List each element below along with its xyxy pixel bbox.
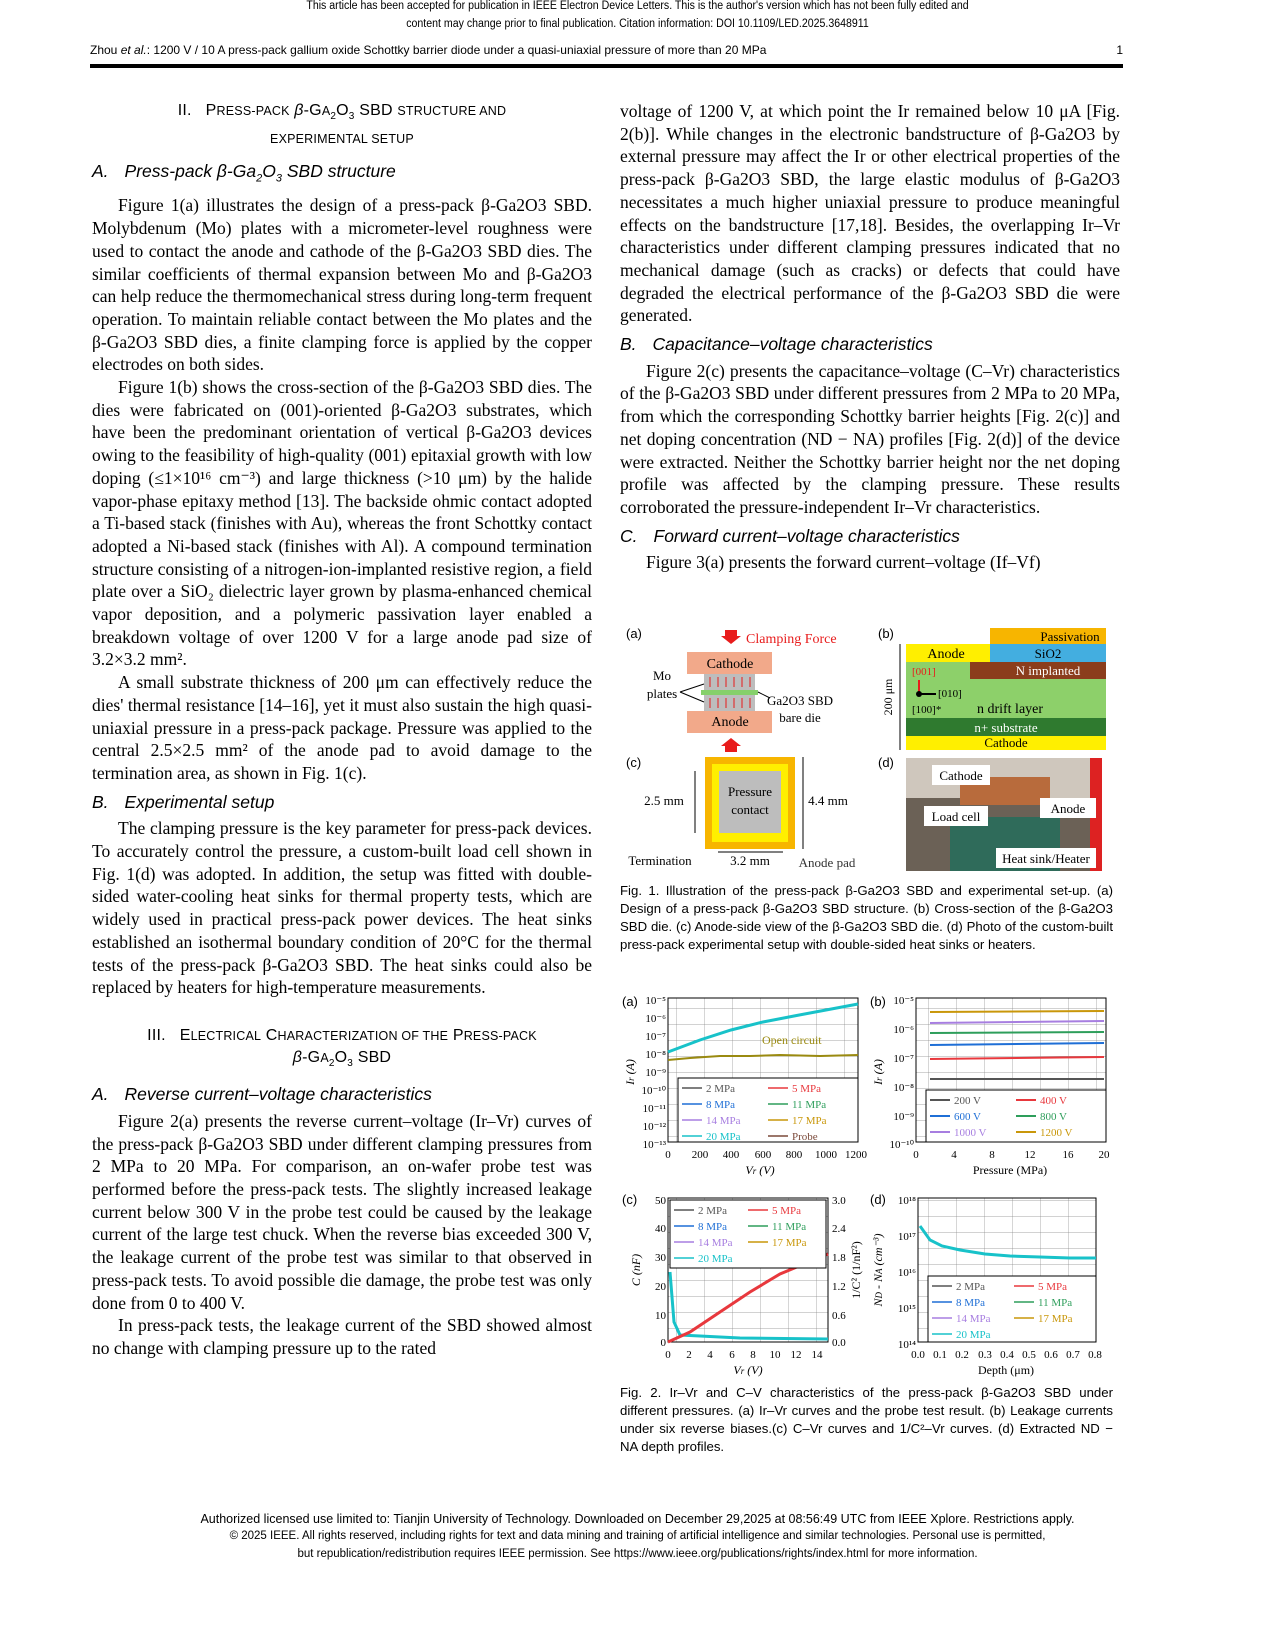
clamp-arrow-down-icon <box>721 630 741 644</box>
running-head-title: 1200 V / 10 A press-pack gallium oxide Schottky barrier diode under a quasi-uniaxial pressure of more than 20 MPa <box>153 43 767 57</box>
svg-text:Pressure (MPa): Pressure (MPa) <box>972 1163 1048 1177</box>
svg-text:10⁻⁶: 10⁻⁶ <box>645 1013 666 1025</box>
svg-text:2.5 mm: 2.5 mm <box>644 793 684 808</box>
clamp-arrow-up-icon <box>721 738 741 752</box>
figure-1 <box>620 622 1120 877</box>
fig1c-label: (c) <box>626 755 642 770</box>
svg-text:0: 0 <box>665 1149 671 1161</box>
svg-text:0.2: 0.2 <box>955 1349 969 1361</box>
svg-text:8: 8 <box>750 1349 756 1361</box>
svg-text:1200 V: 1200 V <box>1040 1127 1073 1139</box>
svg-text:[001]: [001] <box>912 666 936 678</box>
svg-text:Vr (V): Vr (V) <box>745 1163 775 1177</box>
svg-text:Pressure: Pressure <box>727 784 773 799</box>
svg-text:3.0: 3.0 <box>832 1195 846 1207</box>
svg-text:4: 4 <box>951 1149 957 1161</box>
paragraph: A small substrate thickness of 200 μm can effectively reduce the dies' thermal resistance [14–16], yet it must also sustain the high quasi-uniaxial pressure in a press-pack package. Pressure was applied to the central 2.5×2.5 mm² of the anode pad to avoid damage to the termination area, as shown in Fig. 1(c). <box>92 672 592 783</box>
paragraph: The clamping pressure is the key parameter for press-pack devices. To accurately control the pressure, a custom-built load cell shown in Fig. 1(d) was adopted. In addition, the setup was fitted with double-sided water-cooling heat sinks for thermal property tests, which are widely used in practical press-pack power devices. The heat sinks established an isothermal boundary condition of 20°C for the thermal tests of the press-pack β-Ga2O3 SBD. The heat sinks could also be replaced by heaters for high-temperature measurements. <box>92 818 592 998</box>
svg-text:17 MPa: 17 MPa <box>792 1115 827 1127</box>
fig1b-label: (b) <box>878 626 894 641</box>
svg-text:16: 16 <box>1062 1149 1074 1161</box>
svg-text:14: 14 <box>811 1349 823 1361</box>
svg-text:14 MPa: 14 MPa <box>956 1313 991 1325</box>
svg-text:10⁻⁶: 10⁻⁶ <box>893 1024 914 1036</box>
svg-text:N implanted: N implanted <box>1015 663 1081 678</box>
left-column <box>92 100 592 1360</box>
svg-text:10⁻⁷: 10⁻⁷ <box>893 1053 914 1065</box>
chart-2d <box>870 1192 1102 1377</box>
svg-text:0.6: 0.6 <box>1044 1349 1058 1361</box>
svg-text:n+ substrate: n+ substrate <box>974 720 1038 735</box>
figure-2-graphic <box>620 992 1120 1382</box>
svg-text:Passivation: Passivation <box>1040 629 1100 644</box>
svg-text:Cathode: Cathode <box>984 735 1028 750</box>
svg-text:30: 30 <box>655 1252 666 1264</box>
svg-text:C (nF): C (nF) <box>629 1253 643 1287</box>
svg-text:2 MPa: 2 MPa <box>706 1083 736 1095</box>
svg-text:10¹⁷: 10¹⁷ <box>897 1231 916 1243</box>
svg-text:400: 400 <box>722 1149 740 1161</box>
svg-text:0.1: 0.1 <box>933 1349 947 1361</box>
paragraph: In press-pack tests, the leakage current of the SBD showed almost no change with clamping pressure up to the rated <box>92 1315 592 1358</box>
running-head-author: Zhou et al.: <box>90 43 151 57</box>
svg-text:800: 800 <box>785 1149 803 1161</box>
subsection-heading-b: B. Experimental setup <box>92 791 275 812</box>
svg-text:10⁻⁸: 10⁻⁸ <box>893 1082 914 1094</box>
paragraph: Figure 1(a) illustrates the design of a press-pack β-Ga2O3 SBD. Molybdenum (Mo) plates with a micrometer-level roughness were used to contact the anode and cathode of the β-Ga2O3 SBD dies. The similar coefficients of thermal expansion between Mo and β-Ga2O3 can help reduce the thermomechanical stress during long-term frequent operation. To maintain reliable contact between the Mo plates and the β-Ga2O3 SBD dies, a finite clamping force is applied by the copper electrodes on both sides. <box>92 195 592 375</box>
svg-text:20 MPa: 20 MPa <box>698 1253 733 1265</box>
svg-text:10⁻¹⁰: 10⁻¹⁰ <box>889 1139 914 1151</box>
svg-text:8 MPa: 8 MPa <box>956 1297 986 1309</box>
svg-text:10: 10 <box>655 1310 666 1322</box>
svg-text:200 V: 200 V <box>954 1095 981 1107</box>
svg-text:Heat sink/Heater: Heat sink/Heater <box>1002 851 1090 866</box>
svg-text:2 MPa: 2 MPa <box>956 1281 986 1293</box>
svg-text:17 MPa: 17 MPa <box>772 1237 807 1249</box>
svg-text:20 MPa: 20 MPa <box>706 1131 741 1143</box>
chart-2b <box>870 994 1110 1177</box>
svg-text:11 MPa: 11 MPa <box>1038 1297 1073 1309</box>
svg-text:10⁻⁹: 10⁻⁹ <box>645 1067 666 1079</box>
svg-text:5 MPa: 5 MPa <box>772 1205 802 1217</box>
svg-text:Ga2O3 SBD: Ga2O3 SBD <box>766 693 834 708</box>
paragraph: Figure 1(b) shows the cross-section of the β-Ga2O3 SBD dies. The dies were fabricated on (001)-oriented β-Ga2O3 substrates, which have been the predominant orientation of vertical β-Ga2O3 devices owing to the feasibility of high-quality (001) epitaxial growth with low doping (≤1×10¹⁶ cm⁻³) and large thickness (>10 μm) by the halide vapor-phase epitaxy method [13]. The backside ohmic contact adopted a Ti-based stack (finishes with Au), whereas the front Schottky contact adopted a Ni-based stack (finishes with Al). A compound termination structure consisting of a nitrogen-ion-implanted resistive region, a field plate over a SiO₂ dielectric layer grown by plasma-enhanced chemical vapor deposition, and a polymeric passivation layer enabled a breakdown voltage of over 1200 V for a large anode pad size of 3.2×3.2 mm². <box>92 377 592 670</box>
svg-text:0: 0 <box>660 1337 666 1349</box>
svg-text:6: 6 <box>729 1349 735 1361</box>
figure-1-caption: Fig. 1. Illustration of the press-pack β-Ga2O3 SBD and experimental set-up. (a) Design of a press-pack β-Ga2O3 SBD structure. (b) Cross-section of the β-Ga2O3 SBD die. (c) Anode-side view of the β-Ga2O3 SBD die. (d) Photo of the custom-built press-pack experimental setup with double-sided heat sinks or heaters. <box>620 883 1113 952</box>
svg-text:20: 20 <box>655 1281 666 1293</box>
svg-text:Anode: Anode <box>927 647 965 662</box>
svg-text:0.6: 0.6 <box>832 1310 846 1322</box>
svg-text:20 MPa: 20 MPa <box>956 1329 991 1341</box>
svg-text:Clamping Force: Clamping Force <box>746 632 837 647</box>
svg-text:10⁻¹²: 10⁻¹² <box>642 1121 666 1133</box>
die-layer <box>701 690 758 695</box>
subsection-heading-reverse: A. Reverse current–voltage characteristics <box>92 1084 432 1105</box>
svg-text:SiO2: SiO2 <box>1034 646 1062 661</box>
acceptance-banner-line1: This article has been accepted for publication in IEEE Electron Device Letters. This is the author's version which has not been fully edited and <box>306 0 969 12</box>
svg-text:Vr (V): Vr (V) <box>733 1363 763 1377</box>
svg-text:0.7: 0.7 <box>1066 1349 1080 1361</box>
svg-text:Probe: Probe <box>792 1131 818 1143</box>
svg-text:2: 2 <box>686 1349 692 1361</box>
svg-text:11 MPa: 11 MPa <box>772 1221 807 1233</box>
paragraph: voltage of 1200 V, at which point the Ir remained below 10 μA [Fig. 2(b)]. While changes in the electronic bandstructure of β-Ga2O3 by external pressure may affect the Ir or other electrical properties of the press-pack β-Ga2O3 SBD, the large elastic modulus of β-Ga2O3 necessitates a much higher uniaxial pressure to produce meaningful effects on the bandstructure [17,18]. Besides, the overlapping Ir–Vr characteristics under different clamping pressures indicated that no mechanical damage (such as cracks) or defects that could have degraded the electrical performance of the β-Ga2O3 SBD die were generated. <box>620 101 1120 326</box>
svg-text:Cathode: Cathode <box>706 657 754 672</box>
svg-text:2 MPa: 2 MPa <box>698 1205 728 1217</box>
svg-text:Cathode: Cathode <box>939 768 983 783</box>
svg-text:Depth (μm): Depth (μm) <box>977 1363 1035 1377</box>
svg-text:0.3: 0.3 <box>978 1349 992 1361</box>
svg-text:600: 600 <box>754 1149 772 1161</box>
svg-text:1000 V: 1000 V <box>954 1127 987 1139</box>
svg-text:0: 0 <box>913 1149 919 1161</box>
svg-text:200 μm: 200 μm <box>881 678 895 716</box>
svg-text:10⁻⁹: 10⁻⁹ <box>893 1111 914 1123</box>
paragraph: Figure 2(c) presents the capacitance–voltage (C–Vr) characteristics of the β-Ga2O3 SBD under different pressures from 2 MPa to 20 MPa, from which the corresponding Schottky barrier heights [Fig. 2(c)] and net doping concentration (ND − NA) profiles [Fig. 2(d)] of the device were extracted. Neither the Schottky barrier height nor the net doping profile was affected by the clamping pressure. These results corroborated the pressure-independent Ir–Vr characteristics. <box>620 360 1120 517</box>
svg-text:contact: contact <box>731 802 769 817</box>
svg-text:40: 40 <box>655 1223 666 1235</box>
svg-text:1.8: 1.8 <box>832 1252 846 1264</box>
svg-text:20: 20 <box>1098 1149 1110 1161</box>
svg-text:Ir (A): Ir (A) <box>623 1059 637 1085</box>
svg-text:10⁻¹¹: 10⁻¹¹ <box>642 1103 666 1115</box>
svg-text:plates: plates <box>646 686 678 701</box>
svg-text:1000: 1000 <box>815 1149 837 1161</box>
svg-text:200: 200 <box>691 1149 709 1161</box>
running-head <box>90 43 1123 57</box>
svg-text:0.0: 0.0 <box>911 1349 925 1361</box>
page-number: 1 <box>1116 43 1123 57</box>
chart-2c <box>622 1192 863 1377</box>
fig1a-label: (a) <box>626 626 642 641</box>
svg-text:8 MPa: 8 MPa <box>706 1099 736 1111</box>
svg-text:14 MPa: 14 MPa <box>698 1237 733 1249</box>
svg-text:2.4: 2.4 <box>832 1223 846 1235</box>
svg-text:10⁻⁵: 10⁻⁵ <box>893 995 914 1007</box>
svg-text:0.8: 0.8 <box>1088 1349 1102 1361</box>
svg-text:8: 8 <box>989 1149 995 1161</box>
license-footer-line2: © 2025 IEEE. All rights reserved, including rights for text and data mining and training of artificial intelligence and similar technologies. Personal use is permitted, <box>229 1530 1046 1542</box>
svg-text:4.4 mm: 4.4 mm <box>808 793 848 808</box>
svg-text:Anode pad: Anode pad <box>798 855 856 870</box>
svg-text:n drift layer: n drift layer <box>976 702 1044 717</box>
chart-2a <box>622 994 868 1177</box>
svg-text:5 MPa: 5 MPa <box>792 1083 822 1095</box>
svg-text:10: 10 <box>769 1349 781 1361</box>
svg-text:5 MPa: 5 MPa <box>1038 1281 1068 1293</box>
svg-text:Open circuit: Open circuit <box>762 1033 822 1047</box>
svg-text:10⁻¹⁰: 10⁻¹⁰ <box>641 1085 666 1097</box>
svg-text:10⁻⁸: 10⁻⁸ <box>645 1049 666 1061</box>
svg-text:10¹⁶: 10¹⁶ <box>897 1267 916 1279</box>
svg-text:0.5: 0.5 <box>1022 1349 1036 1361</box>
svg-text:bare die: bare die <box>779 710 821 725</box>
svg-text:3.2 mm: 3.2 mm <box>730 853 770 868</box>
svg-text:(c): (c) <box>622 1192 638 1207</box>
mo-plate-top <box>704 674 755 690</box>
paragraph: Figure 3(a) presents the forward current–voltage (If–Vf) <box>646 552 1041 573</box>
paragraph: Figure 2(a) presents the reverse current–voltage (Ir–Vr) curves of the press-pack β-Ga2O3 SBD under different clamping pressures from 2 MPa to 20 MPa. For comparison, an on-wafer probe test was performed before the press-pack tests. The slightly increased leakage current below 300 V in the probe test could be caused by the leakage current of the large test chuck. When the reverse bias exceeded 300 V, the leakage current of the probe test was similar to that observed in press-pack tests. To avoid possible die damage, the probe test was only done from 0 to 400 V. <box>92 1110 592 1313</box>
svg-text:1200: 1200 <box>845 1149 867 1161</box>
section-heading-ii: II. PRESS-PACK $\beta-GA_2O_3$ SBD STRUCTURE AND EXPERIMENTAL SETUP <box>177 102 507 147</box>
svg-text:0.4: 0.4 <box>1000 1349 1014 1361</box>
header-rule <box>90 64 1123 68</box>
svg-text:12: 12 <box>1024 1149 1036 1161</box>
svg-text:10¹⁴: 10¹⁴ <box>897 1339 916 1351</box>
svg-text:Anode: Anode <box>711 715 749 730</box>
svg-text:[100]*: [100]* <box>912 704 942 716</box>
svg-text:(d): (d) <box>870 1192 886 1207</box>
svg-text:(b): (b) <box>870 994 886 1009</box>
license-footer-line3: but republication/redistribution requires IEEE permission. See https://www.ieee.org/publications/rights/index.html for more information. <box>297 1548 978 1560</box>
svg-text:Load cell: Load cell <box>931 809 981 824</box>
svg-text:0.0: 0.0 <box>832 1337 846 1349</box>
svg-text:1.2: 1.2 <box>832 1281 846 1293</box>
svg-text:10¹⁸: 10¹⁸ <box>897 1195 916 1207</box>
svg-text:17 MPa: 17 MPa <box>1038 1313 1073 1325</box>
svg-text:Mo: Mo <box>652 668 672 683</box>
svg-text:4: 4 <box>707 1349 713 1361</box>
svg-text:11 MPa: 11 MPa <box>792 1099 827 1111</box>
svg-text:10⁻⁷: 10⁻⁷ <box>645 1031 666 1043</box>
svg-text:14 MPa: 14 MPa <box>706 1115 741 1127</box>
svg-text:Anode: Anode <box>1050 801 1086 816</box>
fig1d-label: (d) <box>878 755 894 770</box>
svg-text:600 V: 600 V <box>954 1111 981 1123</box>
acceptance-banner-line2: content may change prior to final publication. Citation information: DOI 10.1109/LED.2025.3648911 <box>406 18 869 30</box>
right-column <box>620 100 1120 574</box>
svg-text:ND - NA (cm⁻³): ND - NA (cm⁻³) <box>871 1233 885 1307</box>
svg-text:10⁻⁵: 10⁻⁵ <box>645 995 666 1007</box>
svg-text:400 V: 400 V <box>1040 1095 1067 1107</box>
svg-text:(a): (a) <box>622 994 638 1009</box>
subsection-heading-a: A. Press-pack $\beta-Ga_2O_3$ SBD structure <box>92 161 396 185</box>
svg-text:8 MPa: 8 MPa <box>698 1221 728 1233</box>
figure-1-graphic <box>620 622 1120 877</box>
svg-text:0: 0 <box>665 1349 671 1361</box>
svg-text:1/C² (1/nF²): 1/C² (1/nF²) <box>849 1241 863 1299</box>
section-heading-iii: III. ELECTRICAL CHARACTERIZATION OF THE PRESS-PACK $\beta-GA_2O_3$ SBD <box>147 1027 537 1070</box>
svg-text:Termination: Termination <box>628 853 692 868</box>
svg-text:Ir (A): Ir (A) <box>871 1059 885 1085</box>
subsection-heading-cv: B. Capacitance–voltage characteristics <box>620 334 933 355</box>
svg-text:10¹⁵: 10¹⁵ <box>897 1303 916 1315</box>
svg-text:[010]: [010] <box>938 688 962 700</box>
svg-text:800 V: 800 V <box>1040 1111 1067 1123</box>
mo-plate-bottom <box>704 695 755 711</box>
svg-text:10⁻¹³: 10⁻¹³ <box>642 1139 666 1151</box>
figure-2-caption: Fig. 2. Ir–Vr and C–V characteristics of the press-pack β-Ga2O3 SBD under different pressures. (a) Ir–Vr curves and the probe test result. (b) Leakage currents under six reverse biases.(c) C–Vr curves and 1/C²–Vr curves. (d) Extracted ND − NA depth profiles. <box>620 1385 1113 1454</box>
svg-text:12: 12 <box>790 1349 802 1361</box>
svg-text:50: 50 <box>655 1195 666 1207</box>
figure-2 <box>620 992 1120 1382</box>
subsection-heading-forward: C. Forward current–voltage characteristics <box>620 525 960 546</box>
license-footer-line1: Authorized licensed use limited to: Tianjin University of Technology. Downloaded on December 29,2025 at 08:56:49 UTC from IEEE Xplore. Restrictions apply. <box>200 1512 1075 1526</box>
